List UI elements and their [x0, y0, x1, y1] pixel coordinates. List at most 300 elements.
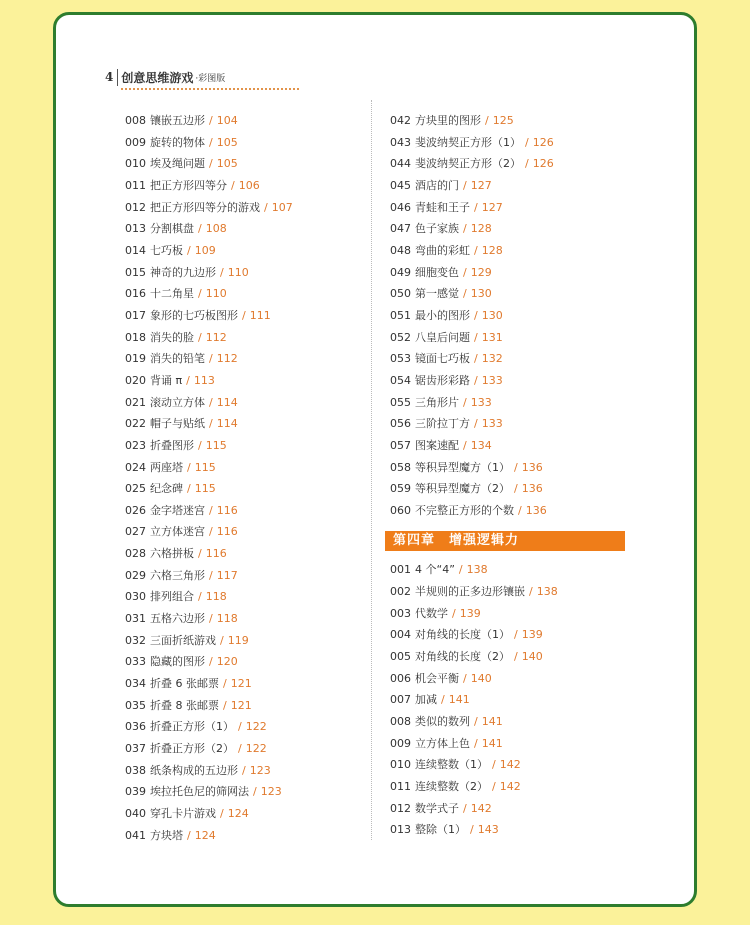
entry-page: 136 — [521, 460, 543, 474]
entry-number: 002 — [390, 585, 411, 599]
entry-page: 117 — [216, 568, 238, 582]
entry-number: 039 — [125, 785, 146, 799]
toc-entry — [390, 175, 650, 197]
toc-entry — [125, 521, 365, 543]
entry-separator: / — [198, 438, 202, 452]
toc-entry — [125, 565, 365, 587]
entry-title: 六格拼板 — [150, 547, 194, 561]
entry-page: 111 — [249, 308, 271, 322]
entry-number: 015 — [125, 265, 146, 279]
entry-page: 142 — [499, 758, 521, 772]
toc-entry — [390, 733, 650, 755]
entry-title: 纸条构成的五边形 — [150, 763, 238, 777]
entry-number: 021 — [125, 395, 146, 409]
entry-separator: / — [514, 460, 518, 474]
toc-entry — [390, 218, 650, 240]
entry-title: 消失的脸 — [150, 330, 194, 344]
toc-entry — [390, 478, 650, 500]
entry-separator: / — [220, 265, 224, 279]
edition-label: ·彩图版 — [195, 73, 226, 84]
entry-page: 142 — [499, 780, 521, 794]
entry-title: 斐波纳契正方形（2） — [415, 157, 521, 171]
entry-title: 折叠正方形（2） — [150, 742, 234, 756]
entry-number: 013 — [390, 823, 411, 837]
entry-separator: / — [492, 780, 496, 794]
toc-entry — [390, 283, 650, 305]
entry-page: 129 — [470, 265, 492, 279]
entry-page: 133 — [470, 395, 492, 409]
toc-entry — [390, 754, 650, 776]
toc-entry — [125, 716, 365, 738]
entry-separator: / — [441, 693, 445, 707]
entry-separator: / — [198, 590, 202, 604]
entry-page: 140 — [470, 671, 492, 685]
toc-right-column — [390, 110, 650, 841]
entry-title: 方块里的图形 — [415, 114, 481, 127]
entry-title: 立方体迷宫 — [150, 525, 205, 539]
entry-page: 122 — [245, 720, 267, 734]
entry-separator: / — [187, 482, 191, 496]
toc-entry — [390, 305, 650, 327]
entry-title: 隐藏的图形 — [150, 655, 205, 669]
entry-number: 003 — [390, 606, 411, 620]
toc-entry — [390, 327, 650, 349]
entry-number: 053 — [390, 352, 411, 366]
toc-left-column — [125, 110, 365, 846]
toc-entry — [125, 175, 365, 197]
entry-separator: / — [452, 606, 456, 620]
entry-page: 126 — [532, 157, 554, 171]
entry-number: 011 — [390, 780, 411, 794]
entry-separator: / — [474, 308, 478, 322]
toc-entry — [390, 413, 650, 435]
entry-number: 056 — [390, 417, 411, 431]
toc-entry — [125, 392, 365, 414]
entry-separator: / — [474, 243, 478, 257]
entry-number: 040 — [125, 807, 146, 820]
entry-page: 128 — [470, 222, 492, 236]
entry-title: 酒店的门 — [415, 178, 459, 192]
entry-number: 005 — [390, 650, 411, 664]
entry-title: 半规则的正多边形镶嵌 — [415, 585, 525, 599]
entry-page: 104 — [216, 114, 238, 127]
entry-title: 第一感觉 — [415, 287, 459, 301]
entry-title: 三阶拉丁方 — [415, 417, 470, 431]
toc-entry — [125, 218, 365, 240]
entry-number: 041 — [125, 828, 146, 842]
entry-separator: / — [474, 715, 478, 729]
entry-page: 132 — [481, 352, 503, 366]
toc-entry — [390, 348, 650, 370]
entry-separator: / — [209, 114, 213, 127]
toc-entry — [390, 240, 650, 262]
entry-page: 114 — [216, 395, 238, 409]
entry-number: 038 — [125, 763, 146, 777]
toc-entry — [125, 110, 365, 132]
entry-title: 等积异型魔方（1） — [415, 460, 510, 474]
toc-entry — [390, 776, 650, 798]
toc-entry — [125, 500, 365, 522]
entry-number: 023 — [125, 438, 146, 452]
entry-number: 030 — [125, 590, 146, 604]
entry-page: 141 — [481, 736, 503, 750]
entry-number: 046 — [390, 200, 411, 214]
header-rule — [120, 87, 300, 91]
entry-page: 108 — [205, 222, 227, 236]
page-number: 4 — [105, 70, 114, 84]
entry-title: 机会平衡 — [415, 671, 459, 685]
toc-entry — [125, 132, 365, 154]
entry-number: 009 — [125, 135, 146, 149]
entry-separator: / — [187, 243, 191, 257]
entry-title: 镶嵌五边形 — [150, 114, 205, 127]
entry-number: 006 — [390, 671, 411, 685]
toc-entry — [125, 153, 365, 175]
entry-separator: / — [209, 612, 213, 626]
toc-entry — [390, 559, 650, 581]
toc-entry — [125, 673, 365, 695]
entry-number: 035 — [125, 698, 146, 712]
entry-title: 七巧板 — [150, 243, 183, 257]
entry-number: 028 — [125, 547, 146, 561]
entry-title: 分割棋盘 — [150, 222, 194, 236]
entry-page: 116 — [205, 547, 227, 561]
entry-number: 060 — [390, 503, 411, 517]
entry-number: 025 — [125, 482, 146, 496]
entry-number: 034 — [125, 677, 146, 691]
toc-entry — [125, 435, 365, 457]
entry-page: 134 — [470, 438, 492, 452]
entry-title: 类似的数列 — [415, 715, 470, 729]
entry-title: 把正方形四等分的游戏 — [150, 200, 260, 214]
entry-number: 059 — [390, 482, 411, 496]
entry-title: 把正方形四等分 — [150, 178, 227, 192]
entry-title: 十二角星 — [150, 287, 194, 301]
entry-separator: / — [474, 352, 478, 366]
entry-page: 116 — [216, 503, 238, 517]
entry-separator: / — [529, 585, 533, 599]
toc-entry — [125, 327, 365, 349]
entry-separator: / — [470, 823, 474, 837]
entry-separator: / — [525, 157, 529, 171]
book-title: 创意思维游戏 — [117, 69, 193, 86]
entry-title: 对角线的长度（1） — [415, 628, 510, 642]
toc-entry — [390, 435, 650, 457]
entry-page: 130 — [470, 287, 492, 301]
entry-title: 不完整正方形的个数 — [415, 503, 514, 517]
entry-title: 旋转的物体 — [150, 135, 205, 149]
entry-title: 色子家族 — [415, 222, 459, 236]
entry-separator: / — [187, 828, 191, 842]
chapter-label: 第四章 — [393, 533, 436, 549]
entry-page: 124 — [227, 807, 249, 820]
entry-separator: / — [463, 222, 467, 236]
entry-title: 连续整数（1） — [415, 758, 488, 772]
entry-separator: / — [198, 287, 202, 301]
toc-entry — [125, 608, 365, 630]
entry-title: 斐波纳契正方形（1） — [415, 135, 521, 149]
entry-title: 图案速配 — [415, 438, 459, 452]
entry-separator: / — [238, 720, 242, 734]
entry-separator: / — [474, 417, 478, 431]
toc-entry — [125, 781, 365, 803]
entry-title: 方块塔 — [150, 828, 183, 842]
entry-page: 123 — [249, 763, 271, 777]
entry-title: 折叠图形 — [150, 438, 194, 452]
entry-title: 五格六边形 — [150, 612, 205, 626]
entry-number: 011 — [125, 178, 146, 192]
toc-entry — [125, 305, 365, 327]
entry-page: 122 — [245, 742, 267, 756]
entry-page: 112 — [205, 330, 227, 344]
toc-entry — [390, 153, 650, 175]
entry-page: 110 — [227, 265, 249, 279]
entry-page: 112 — [216, 352, 238, 366]
entry-number: 050 — [390, 287, 411, 301]
entry-title: 整除（1） — [415, 823, 466, 837]
entry-number: 029 — [125, 568, 146, 582]
entry-page: 124 — [194, 828, 216, 842]
toc-entry — [125, 586, 365, 608]
entry-separator: / — [209, 568, 213, 582]
entry-title: 对角线的长度（2） — [415, 650, 510, 664]
entry-number: 036 — [125, 720, 146, 734]
entry-number: 047 — [390, 222, 411, 236]
entry-title: 折叠 8 张邮票 — [150, 698, 219, 712]
toc-entry — [125, 478, 365, 500]
entry-title: 加减 — [415, 693, 437, 707]
entry-separator: / — [186, 373, 190, 387]
entry-title: 纪念碑 — [150, 482, 183, 496]
entry-number: 044 — [390, 157, 411, 171]
entry-number: 054 — [390, 373, 411, 387]
entry-separator: / — [463, 265, 467, 279]
entry-page: 121 — [230, 677, 252, 691]
entry-page: 116 — [216, 525, 238, 539]
toc-entry — [390, 197, 650, 219]
entry-page: 121 — [230, 698, 252, 712]
entry-separator: / — [223, 698, 227, 712]
toc-entry — [125, 197, 365, 219]
entry-number: 026 — [125, 503, 146, 517]
entry-separator: / — [463, 801, 467, 815]
toc-entry — [390, 262, 650, 284]
entry-page: 115 — [205, 438, 227, 452]
entry-title: 青蛙和王子 — [415, 200, 470, 214]
entry-separator: / — [463, 178, 467, 192]
entry-page: 115 — [194, 460, 216, 474]
entry-separator: / — [514, 628, 518, 642]
entry-separator: / — [209, 655, 213, 669]
entry-title: 穿孔卡片游戏 — [150, 807, 216, 820]
entry-title: 神奇的九边形 — [150, 265, 216, 279]
toc-entry — [390, 603, 650, 625]
entry-number: 031 — [125, 612, 146, 626]
toc-right-list — [390, 110, 650, 521]
entry-title: 滚动立方体 — [150, 395, 205, 409]
entry-page: 138 — [536, 585, 558, 599]
entry-number: 010 — [390, 758, 411, 772]
chapter-item-list — [390, 559, 650, 841]
toc-entry — [125, 283, 365, 305]
entry-number: 010 — [125, 157, 146, 171]
entry-separator: / — [253, 785, 257, 799]
toc-entry — [125, 543, 365, 565]
entry-separator: / — [463, 395, 467, 409]
entry-page: 126 — [532, 135, 554, 149]
entry-number: 007 — [390, 693, 411, 707]
toc-entry — [390, 132, 650, 154]
entry-page: 140 — [521, 650, 543, 664]
book-page — [53, 12, 697, 907]
entry-number: 012 — [390, 801, 411, 815]
entry-separator: / — [187, 460, 191, 474]
entry-separator: / — [463, 671, 467, 685]
entry-page: 114 — [216, 417, 238, 431]
entry-page: 115 — [194, 482, 216, 496]
toc-entry — [125, 760, 365, 782]
entry-separator: / — [264, 200, 268, 214]
entry-title: 最小的图形 — [415, 308, 470, 322]
entry-number: 016 — [125, 287, 146, 301]
entry-page: 107 — [271, 200, 293, 214]
entry-page: 118 — [216, 612, 238, 626]
entry-number: 014 — [125, 243, 146, 257]
entry-separator: / — [463, 438, 467, 452]
entry-title: 代数学 — [415, 606, 448, 620]
toc-entry — [390, 110, 650, 132]
entry-separator: / — [209, 157, 213, 171]
entry-number: 027 — [125, 525, 146, 539]
entry-separator: / — [220, 633, 224, 647]
entry-number: 048 — [390, 243, 411, 257]
entry-separator: / — [209, 352, 213, 366]
entry-separator: / — [198, 330, 202, 344]
entry-separator: / — [231, 178, 235, 192]
entry-title: 两座塔 — [150, 460, 183, 474]
entry-separator: / — [242, 308, 246, 322]
toc-entry — [390, 457, 650, 479]
entry-number: 055 — [390, 395, 411, 409]
entry-separator: / — [474, 330, 478, 344]
entry-title: 八皇后问题 — [415, 330, 470, 344]
entry-title: 消失的铅笔 — [150, 352, 205, 366]
entry-number: 017 — [125, 308, 146, 322]
entry-title: 埃拉托色尼的筛网法 — [150, 785, 249, 799]
entry-page: 136 — [525, 503, 547, 517]
entry-page: 110 — [205, 287, 227, 301]
entry-title: 金字塔迷宫 — [150, 503, 205, 517]
toc-entry — [125, 651, 365, 673]
entry-title: 象形的七巧板图形 — [150, 308, 238, 322]
entry-title: 4 个“4” — [415, 563, 455, 577]
toc-entry — [125, 738, 365, 760]
entry-number: 012 — [125, 200, 146, 214]
toc-entry — [125, 630, 365, 652]
toc-entry — [390, 689, 650, 711]
entry-separator: / — [485, 114, 489, 127]
entry-page: 106 — [238, 178, 260, 192]
entry-title: 等积异型魔方（2） — [415, 482, 510, 496]
entry-number: 022 — [125, 417, 146, 431]
entry-separator: / — [514, 482, 518, 496]
entry-separator: / — [209, 417, 213, 431]
entry-separator: / — [220, 807, 224, 820]
entry-separator: / — [514, 650, 518, 664]
entry-title: 细胞变色 — [415, 265, 459, 279]
toc-entry — [125, 803, 365, 825]
entry-title: 折叠 6 张邮票 — [150, 677, 219, 691]
chapter-title: 增强逻辑力 — [449, 533, 520, 549]
entry-separator: / — [209, 395, 213, 409]
entry-title: 帽子与贴纸 — [150, 417, 205, 431]
entry-page: 125 — [492, 114, 514, 127]
entry-number: 042 — [390, 114, 411, 127]
toc-entry — [390, 624, 650, 646]
toc-entry — [390, 500, 650, 522]
entry-separator: / — [238, 742, 242, 756]
entry-number: 008 — [125, 114, 146, 127]
column-divider — [371, 100, 372, 840]
toc-entry — [390, 646, 650, 668]
toc-entry — [125, 695, 365, 717]
toc-entry — [125, 825, 365, 847]
running-header — [105, 67, 225, 87]
entry-number: 008 — [390, 715, 411, 729]
entry-title: 六格三角形 — [150, 568, 205, 582]
entry-number: 024 — [125, 460, 146, 474]
toc-entry — [390, 668, 650, 690]
entry-number: 032 — [125, 633, 146, 647]
entry-page: 133 — [481, 417, 503, 431]
toc-entry — [125, 370, 365, 392]
entry-separator: / — [492, 758, 496, 772]
entry-page: 123 — [260, 785, 282, 799]
entry-separator: / — [198, 222, 202, 236]
entry-number: 020 — [125, 373, 146, 387]
entry-separator: / — [209, 525, 213, 539]
toc-entry — [390, 581, 650, 603]
entry-title: 折叠正方形（1） — [150, 720, 234, 734]
toc-entry — [125, 413, 365, 435]
entry-page: 138 — [466, 563, 488, 577]
entry-number: 052 — [390, 330, 411, 344]
entry-title: 连续整数（2） — [415, 780, 488, 794]
entry-separator: / — [474, 736, 478, 750]
entry-page: 131 — [481, 330, 503, 344]
entry-separator: / — [463, 287, 467, 301]
entry-number: 049 — [390, 265, 411, 279]
entry-page: 119 — [227, 633, 249, 647]
entry-separator: / — [474, 373, 478, 387]
toc-entry — [390, 392, 650, 414]
entry-number: 043 — [390, 135, 411, 149]
entry-number: 009 — [390, 736, 411, 750]
entry-page: 105 — [216, 135, 238, 149]
entry-number: 018 — [125, 330, 146, 344]
entry-title: 数学式子 — [415, 801, 459, 815]
toc-entry — [125, 348, 365, 370]
toc-entry — [390, 711, 650, 733]
entry-title: 埃及绳问题 — [150, 157, 205, 171]
entry-title: 立方体上色 — [415, 736, 470, 750]
entry-separator: / — [518, 503, 522, 517]
entry-page: 130 — [481, 308, 503, 322]
toc-entry — [390, 819, 650, 841]
entry-page: 139 — [459, 606, 481, 620]
entry-page: 141 — [481, 715, 503, 729]
toc-entry — [125, 262, 365, 284]
